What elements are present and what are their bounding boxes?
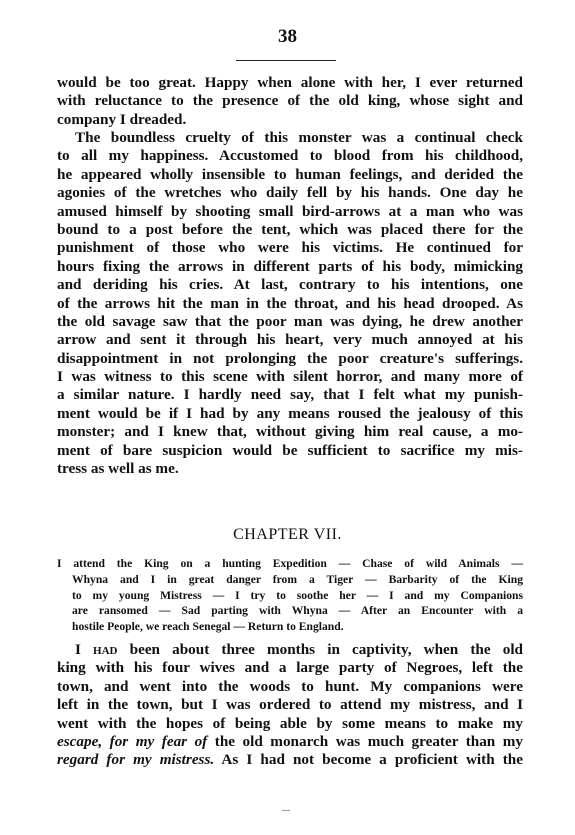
italic-fragment: regard for my mistress. [57,751,215,769]
text-fragment: been about three months in captivity, when the old [117,641,524,658]
text-line: ment would be if I had by any means roused the jealousy of this [57,404,523,422]
text-line [57,641,523,659]
text-line: with reluctance to the presence of the old king, whose sight and [57,92,523,110]
text-line: hours fixing the arrows in different parts of his body, mimicking [57,257,523,275]
lead-word: I had [75,641,118,658]
text-line: and deriding his cries. At last, contrary to his intentions, one [57,276,523,294]
italic-fragment: escape, for my fear of [57,732,208,750]
text-line [57,751,523,769]
text-line: monster; and I knew that, without giving him real cause, a mo- [57,423,523,441]
text-line: disappointment in not prolonging the poor creature's sufferings. [57,349,523,367]
text-line: I was witness to this scene with silent horror, and many more of [57,368,523,386]
text-line: would be too great. Happy when alone with her, I ever returned [57,74,523,91]
page-bottom-mark [282,810,290,811]
text-fragment: the old monarch was much greater than my [207,732,524,750]
summary-line: hostile People, we reach Senegal — Return to England. [72,620,344,634]
text-line: to all my happiness. Accustomed to blood from his childhood, [57,147,523,165]
paragraph-continued [57,74,523,129]
page-number: 38 [278,26,297,47]
text-line: king with his four wives and a large party of Negroes, left the [57,659,523,677]
text-line: town, and went into the woods to hunt. My companions were [57,677,523,695]
text-line: agonies of the wretches who daily fell by his hands. One day he [57,184,523,202]
text-fragment: As I had not become a proficient with the [214,751,523,769]
text-line: amused himself by shooting small bird-arrows at a man who was [57,202,523,220]
summary-line: I attend the King on a hunting Expedition — Chase of wild Animals — [57,557,523,570]
text-line: ment of bare suspicion would be sufficient to sacrifice my mis- [57,441,523,459]
text-line: the old savage saw that the poor man was dying, he drew another [57,312,523,330]
text-line: arrow and sent it through his heart, very much annoyed at his [57,331,523,349]
text-line: The boundless cruelty of this monster was a continual check [75,129,523,146]
text-line: of the arrows hit the man in the throat, and his head drooped. As [57,294,523,312]
text-line: he appeared wholly insensible to human feelings, and derided the [57,165,523,183]
summary-line: to my young Mistress — I try to soothe her — I and my Companions [72,588,523,602]
text-line: a similar nature. I hardly need say, that I felt what my punish- [57,386,523,404]
text-line: left in the town, but I was ordered to attend my mistress, and I [57,696,523,714]
summary-line: are ransomed — Sad parting with Whyna — After an Encounter with a [72,604,523,618]
text-line [57,733,523,751]
chapter-heading: CHAPTER VII. [233,526,342,543]
text-line: bound to a post before the tent, which was placed there for the [57,220,523,238]
summary-line: Whyna and I in great danger from a Tiger — Barbarity of the King [72,572,523,586]
text-line: went with the hopes of being able by some means to make my [57,714,523,732]
text-line: tress as well as me. [57,460,179,478]
text-line: punishment of those who were his victims. He continued for [57,239,523,257]
chapter-summary [57,556,523,635]
paragraph-cruelty [57,129,523,478]
text-line: company I dreaded. [57,110,187,128]
header-rule [236,60,336,61]
paragraph-hunt [57,641,523,770]
